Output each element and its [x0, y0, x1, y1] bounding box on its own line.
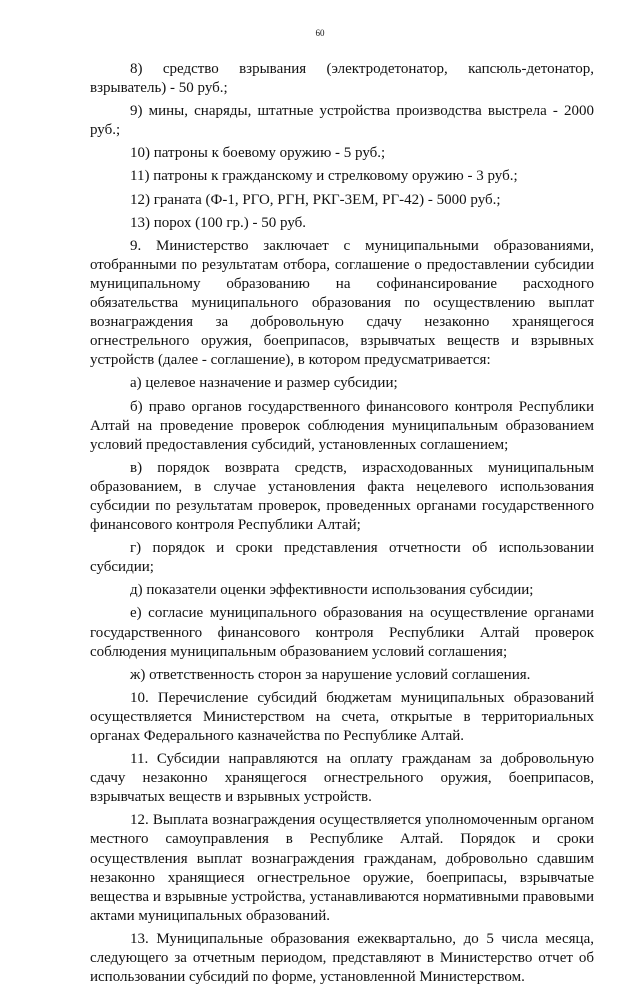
clause-12: 12. Выплата вознаграждения осуществляется уполномоченным органом местного самоуправления в Республике Алтай. Порядок и сроки осуществления выплат вознаграждения гражданам, добровольно сдавшим незаконно хранящиеся огнестрельное оружие, боеприпасы, взрывчатые вещества и взрывные устройства, устанавливаются нормативными правовыми актами муниципальных образований.	[90, 812, 594, 924]
clause-9-g: г) порядок и сроки представления отчетности об использовании субсидии;	[90, 540, 594, 576]
clause-11: 11. Субсидии направляются на оплату гражданам за добровольную сдачу незаконно хранящегося огнестрельного оружия, боеприпасов, взрывчатых веществ и взрывных устройств.	[90, 751, 594, 806]
reward-item-9: 9) мины, снаряды, штатные устройства производства выстрела - 2000 руб.;	[90, 103, 594, 139]
reward-item-10: 10) патроны к боевому оружию - 5 руб.;	[130, 145, 386, 162]
clause-9-d: д) показатели оценки эффективности использования субсидии;	[130, 582, 534, 599]
clause-9-e: е) согласие муниципального образования на осуществление органами государственного финансового контроля Республики Алтай проверок соблюдения муниципальным образованием условий соглашения;	[90, 605, 594, 660]
clause-9-v: в) порядок возврата средств, израсходованных муниципальным образованием, в случае установления факта нецелевого использования субсидии по результатам проверок, проведенных органами государственного финансового контроля Республики Алтай;	[90, 459, 594, 534]
reward-item-12: 12) граната (Ф-1, РГО, РГН, РКГ-3ЕМ, РГ-42) - 5000 руб.;	[130, 191, 501, 208]
page-number: 60	[315, 28, 325, 38]
document-body	[90, 60, 594, 987]
clause-9: 9. Министерство заключает с муниципальными образованиями, отобранными по результатам отбора, соглашение о предоставлении субсидии муниципальному образованию на софинансирование расходного обязательства муниципального образования по осуществлению выплат вознаграждения за добровольную сдачу незаконно хранящегося огнестрельного оружия, боеприпасов, взрывчатых веществ и взрывных устройств (далее - соглашение), в котором предусматривается:	[90, 237, 594, 369]
reward-item-8: 8) средство взрывания (электродетонатор, капсюль-детонатор, взрыватель) - 50 руб.;	[90, 61, 594, 97]
clause-9-zh: ж) ответственность сторон за нарушение условий соглашения.	[130, 666, 531, 683]
clause-9-b: б) право органов государственного финансового контроля Республики Алтай на проведение проверок соблюдения муниципальным образованием условий предоставления субсидий, установленных соглашением;	[90, 398, 594, 453]
clause-9-a: а) целевое назначение и размер субсидии;	[130, 375, 398, 392]
reward-item-13: 13) порох (100 гр.) - 50 руб.	[130, 214, 307, 231]
reward-item-11: 11) патроны к гражданскому и стрелковому оружию - 3 руб.;	[130, 168, 518, 185]
clause-13: 13. Муниципальные образования ежеквартально, до 5 числа месяца, следующего за отчетным периодом, представляют в Министерство отчет об использовании субсидий по форме, установленной Министерством.	[90, 930, 594, 986]
clause-10: 10. Перечисление субсидий бюджетам муниципальных образований осуществляется Министерством на счета, открытые в территориальных органах Федерального казначейства по Республике Алтай.	[90, 689, 594, 744]
